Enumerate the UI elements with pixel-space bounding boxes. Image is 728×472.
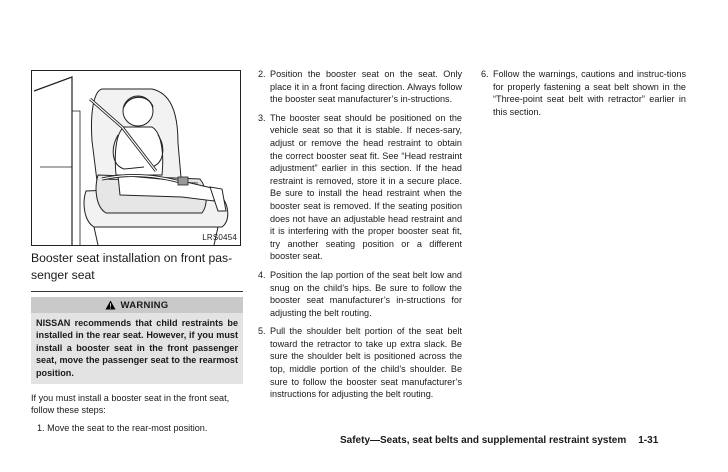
step-number: 5. (258, 326, 266, 337)
step-text: Position the lap portion of the seat belt low and snug on the child’s hips. Be sure to follow the booster seat manufacturer’s in-structions for adjusting the belt routing. (270, 269, 462, 318)
figure-code: LRS0454 (202, 233, 237, 242)
step-text: The booster seat should be positioned on the vehicle seat so that it is stable. If neces-sary, adjust or remove the head restraint to obtain the correct booster seat fit. See “Head restraint adjustment” earlier in this section. If the head restraint is removed, store it in a secure place. Be sure to install the head restraint when the booster seat is removed. If the seating position does not have an adjustable head restraint and it is interfering with the proper booster seat fit, try another seating position or a different booster seat. (270, 112, 462, 262)
booster-seat-illustration-icon (32, 71, 240, 245)
step-6 (481, 68, 686, 118)
page-number: 1-31 (638, 435, 659, 446)
booster-seat-figure (31, 70, 241, 246)
warning-body: NISSAN recommends that child restraints be installed in the rear seat. However, if you must install a booster seat in the front passenger seat, move the passenger seat to the rearmost position. (31, 313, 243, 384)
steps-list (258, 68, 462, 401)
step-number: 3. (258, 112, 266, 123)
step-5 (258, 325, 462, 401)
intro-paragraph: If you must install a booster seat in the front seat, follow these steps: (31, 393, 230, 416)
right-column (481, 68, 686, 124)
figure-caption: Booster seat installation on front pas-senger seat (31, 251, 233, 282)
page-footer (340, 435, 658, 446)
step-4 (258, 269, 462, 319)
warning-title: WARNING (120, 299, 169, 311)
steps-list (481, 68, 686, 118)
middle-column (258, 68, 462, 407)
step-number: 2. (258, 69, 266, 79)
step-text: Follow the warnings, cautions and instruc-tions for properly fastening a seat belt shown in the “Three-point seat belt with retractor” earlier in this section. (493, 69, 686, 117)
step-text: Position the booster seat on the seat. Only place it in a front facing direction. Always follow the booster seat manufacturer’s in-structions. (270, 69, 462, 105)
caption-divider (31, 291, 243, 292)
warning-header (31, 297, 243, 313)
step-text: Move the seat to the rear-most position. (47, 422, 208, 433)
footer-section-title: Safety—Seats, seat belts and supplemental restraint system (340, 435, 627, 446)
step-3 (258, 112, 462, 263)
left-column (31, 68, 243, 434)
step-number: 1. (37, 422, 45, 433)
step-number: 6. (481, 69, 489, 79)
step-1 (37, 422, 243, 434)
step-2 (258, 68, 462, 106)
warning-triangle-icon (105, 300, 116, 310)
step-number: 4. (258, 269, 266, 280)
step-text: Pull the shoulder belt portion of the seat belt toward the retractor to take up extra slack. Be sure the shoulder belt is positioned across the top, middle portion of the child’s shoulder. Be sure to follow the booster seat manufacturer’s instructions for adjusting the belt routing. (270, 326, 462, 400)
